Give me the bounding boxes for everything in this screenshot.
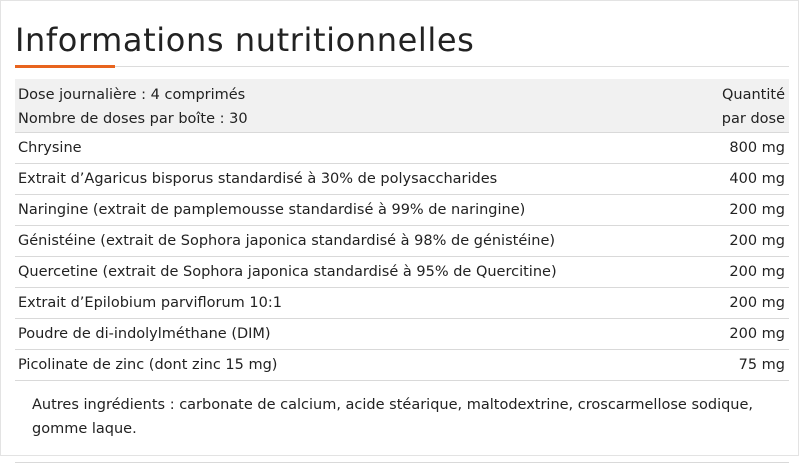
ingredient-amount: 75 mg bbox=[738, 357, 785, 373]
quantity-header-line1: Quantité bbox=[722, 87, 785, 103]
other-ingredients: Autres ingrédients : carbonate de calcium, acide stéarique, maltodextrine, croscarmellose sodique, gomme laque. bbox=[15, 381, 789, 463]
table-row bbox=[15, 350, 789, 381]
nutrition-table bbox=[15, 79, 789, 463]
table-row bbox=[15, 319, 789, 350]
ingredient-amount: 800 mg bbox=[729, 140, 785, 156]
ingredient-name: Poudre de di-indolylméthane (DIM) bbox=[18, 326, 271, 342]
table-row bbox=[15, 195, 789, 226]
ingredient-name: Naringine (extrait de pamplemousse standardisé à 99% de naringine) bbox=[18, 202, 526, 218]
ingredient-amount: 200 mg bbox=[729, 264, 785, 280]
ingredient-name: Picolinate de zinc (dont zinc 15 mg) bbox=[18, 357, 278, 373]
dose-info bbox=[18, 83, 248, 131]
table-row bbox=[15, 133, 789, 164]
table-row bbox=[15, 257, 789, 288]
title-accent-bar bbox=[15, 65, 115, 68]
ingredient-name: Extrait d’Agaricus bisporus standardisé à 30% de polysaccharides bbox=[18, 171, 498, 187]
table-row bbox=[15, 288, 789, 319]
ingredient-amount: 400 mg bbox=[729, 171, 785, 187]
doses-per-box-text: Nombre de doses par boîte : 30 bbox=[18, 111, 248, 127]
ingredient-amount: 200 mg bbox=[729, 326, 785, 342]
table-row bbox=[15, 226, 789, 257]
quantity-header bbox=[722, 83, 785, 131]
ingredient-amount: 200 mg bbox=[729, 202, 785, 218]
quantity-header-line2: par dose bbox=[721, 111, 785, 127]
ingredient-name: Quercetine (extrait de Sophora japonica standardisé à 95% de Quercitine) bbox=[18, 264, 557, 280]
daily-dose-text: Dose journalière : 4 comprimés bbox=[18, 87, 246, 103]
ingredient-name: Chrysine bbox=[18, 140, 82, 156]
ingredient-amount: 200 mg bbox=[729, 295, 785, 311]
ingredient-amount: 200 mg bbox=[729, 233, 785, 249]
ingredient-name: Génistéine (extrait de Sophora japonica standardisé à 98% de génistéine) bbox=[18, 233, 556, 249]
table-row bbox=[15, 164, 789, 195]
title-divider bbox=[15, 66, 789, 67]
table-header bbox=[15, 79, 789, 133]
page-title: Informations nutritionnelles bbox=[15, 21, 475, 59]
ingredient-name: Extrait d’Epilobium parviflorum 10:1 bbox=[18, 295, 282, 311]
